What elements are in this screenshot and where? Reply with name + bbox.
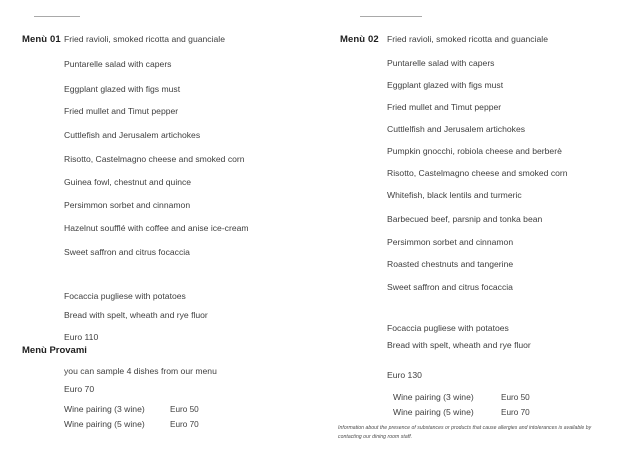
menu-one-bread-item: Focaccia pugliese with potatoes	[64, 291, 186, 301]
menu-one-dish: Sweet saffron and citrus focaccia	[64, 247, 190, 257]
menu-provami-description: you can sample 4 dishes from our menu	[64, 366, 217, 376]
menu-two-dish: Fried ravioli, smoked ricotta and guanciale	[387, 34, 548, 44]
menu-two-dish: Fried mullet and Timut pepper	[387, 102, 502, 112]
menu-two-price: Euro 130	[387, 370, 422, 380]
menu-two-dish: Roasted chestnuts and tangerine	[387, 259, 514, 269]
menu-one-bread-item: Bread with spelt, wheath and rye fluor	[64, 310, 208, 320]
menu-two-dish: Eggplant glazed with figs must	[387, 80, 504, 90]
menu-one-dish: Persimmon sorbet and cinnamon	[64, 200, 191, 210]
wine-pairing-label: Wine pairing (3 wine)	[64, 404, 145, 414]
menu-one-dish: Puntarelle salad with capers	[64, 59, 172, 69]
menu-one-dish: Risotto, Castelmagno cheese and smoked corn	[64, 154, 245, 164]
menu-two-dish: Sweet saffron and citrus focaccia	[387, 282, 513, 292]
menu-provami-label: Menù Provami	[22, 345, 87, 356]
menu-two-dish: Cuttlelfish and Jerusalem artichokes	[387, 124, 526, 134]
wine-pairing-price: Euro 70	[501, 408, 530, 417]
menu-two-bread-item: Focaccia pugliese with potatoes	[387, 323, 509, 333]
decorative-rule-left	[34, 16, 80, 17]
menu-two-dish: Persimmon sorbet and cinnamon	[387, 237, 514, 247]
allergen-disclaimer: Information about the presence of substances or products that cause allergies and intolerances is available by contacting our dining room staff.	[338, 425, 592, 441]
wine-pairing-label: Wine pairing (5 wine)	[64, 419, 145, 429]
menu-two-wine-pairing-row	[393, 392, 530, 402]
wine-pairing-price: Euro 50	[170, 405, 199, 414]
decorative-rule-right	[360, 16, 422, 17]
menu-two-dish: Whitefish, black lentils and turmeric	[387, 190, 522, 200]
wine-pairing-label: Wine pairing (5 wine)	[393, 407, 474, 417]
wine-pairing-price: Euro 70	[170, 420, 199, 429]
menu-one-label: Menù 01	[22, 34, 61, 45]
menu-one-dish: Cuttlefish and Jerusalem artichokes	[64, 130, 201, 140]
menu-one-wine-pairing-row	[64, 404, 199, 414]
menu-one-dish: Eggplant glazed with figs must	[64, 84, 181, 94]
menu-provami-price: Euro 70	[64, 384, 95, 394]
menu-two-dish: Risotto, Castelmagno cheese and smoked corn	[387, 168, 568, 178]
menu-one-dish: Guinea fowl, chestnut and quince	[64, 177, 192, 187]
menu-one-dish: Hazelnut soufflé with coffee and anise ice-cream	[64, 223, 249, 233]
menu-two-bread-item: Bread with spelt, wheath and rye fluor	[387, 340, 531, 350]
menu-two-dish: Barbecued beef, parsnip and tonka bean	[387, 214, 543, 224]
menu-two-dish: Puntarelle salad with capers	[387, 58, 495, 68]
menu-one-dish: Fried mullet and Timut pepper	[64, 106, 179, 116]
menu-one-dish: Fried ravioli, smoked ricotta and guanciale	[64, 34, 225, 44]
menu-one-wine-pairing-row	[64, 419, 199, 429]
wine-pairing-price: Euro 50	[501, 393, 530, 402]
menu-two-wine-pairing-row	[393, 407, 530, 417]
menu-two-dish: Pumpkin gnocchi, robiola cheese and berberè	[387, 146, 562, 156]
menu-two-label: Menù 02	[340, 34, 379, 45]
menu-one-price: Euro 110	[64, 332, 99, 342]
wine-pairing-label: Wine pairing (3 wine)	[393, 392, 474, 402]
